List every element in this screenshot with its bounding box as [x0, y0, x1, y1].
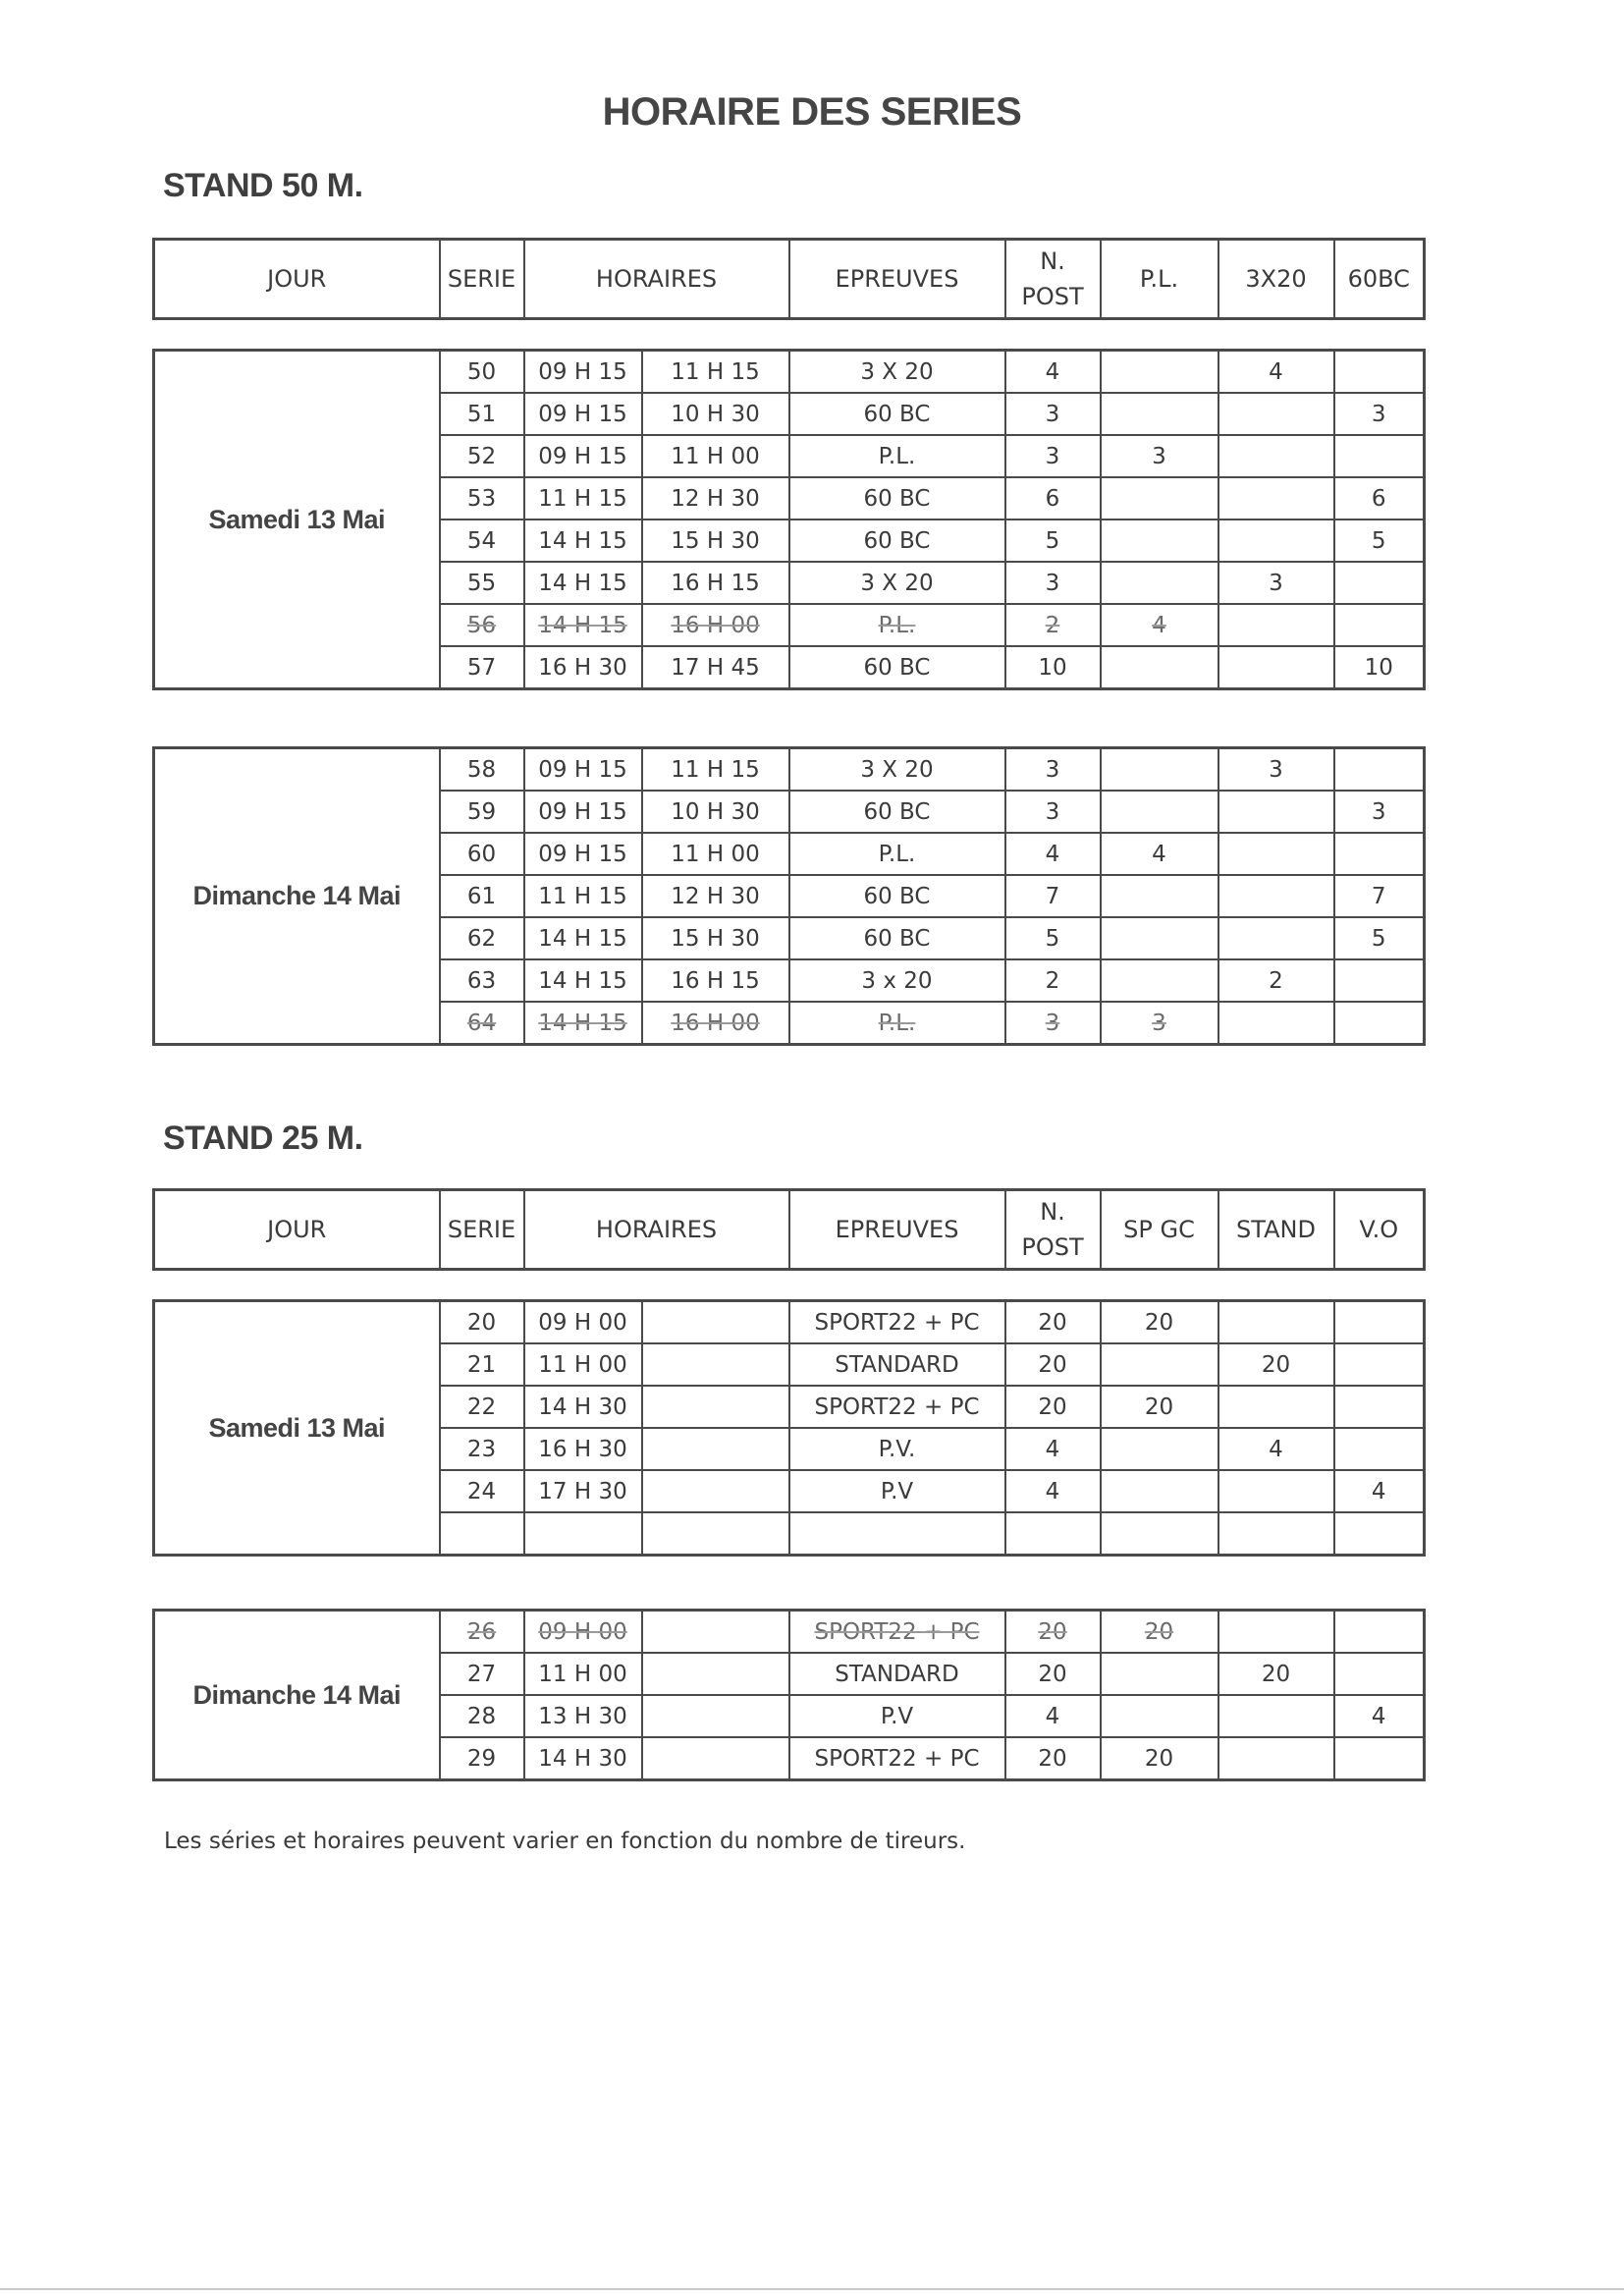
count-col3-cell [1334, 1343, 1425, 1386]
day-label: Dimanche 14 Mai [154, 1611, 440, 1780]
n-post-cell: 2 [1005, 959, 1101, 1002]
n-post-cell: 3 [1005, 435, 1101, 477]
header-n-post [1005, 240, 1101, 319]
epreuve-cell: 60 BC [789, 646, 1005, 689]
count-col2-cell [1218, 1386, 1334, 1428]
n-post-cell: 2 [1005, 604, 1101, 646]
start-time-cell: 13 H 30 [524, 1695, 642, 1737]
count-col3-cell [1334, 959, 1425, 1002]
serie-cell: 24 [440, 1470, 524, 1512]
end-time-cell [642, 1653, 789, 1695]
serie-cell: 26 [440, 1611, 524, 1654]
count-col1-cell [1101, 562, 1218, 604]
epreuve-cell: 60 BC [789, 393, 1005, 435]
start-time-cell: 14 H 15 [524, 959, 642, 1002]
count-col2-cell [1218, 604, 1334, 646]
count-col3-cell [1334, 1611, 1425, 1654]
end-time-cell: 10 H 30 [642, 393, 789, 435]
end-time-cell [642, 1470, 789, 1512]
serie-cell: 61 [440, 875, 524, 917]
n-post-cell: 5 [1005, 519, 1101, 562]
end-time-cell: 15 H 30 [642, 917, 789, 959]
count-col1-cell [1101, 917, 1218, 959]
count-col2-cell [1218, 1695, 1334, 1737]
serie-cell: 53 [440, 477, 524, 519]
end-time-cell: 11 H 15 [642, 748, 789, 792]
end-time-cell: 12 H 30 [642, 875, 789, 917]
count-col3-cell [1334, 1653, 1425, 1695]
epreuve-cell: SPORT22 + PC [789, 1386, 1005, 1428]
count-col1-cell [1101, 393, 1218, 435]
count-col3-cell: 4 [1334, 1695, 1425, 1737]
epreuve-cell: 3 X 20 [789, 351, 1005, 394]
start-time-cell: 09 H 15 [524, 393, 642, 435]
epreuve-cell: 60 BC [789, 477, 1005, 519]
epreuve-cell: SPORT22 + PC [789, 1301, 1005, 1344]
start-time-cell: 09 H 00 [524, 1611, 642, 1654]
count-col2-cell [1218, 1301, 1334, 1344]
start-time-cell: 11 H 00 [524, 1653, 642, 1695]
start-time-cell: 16 H 30 [524, 646, 642, 689]
serie-cell: 23 [440, 1428, 524, 1470]
count-col2-cell: 3 [1218, 562, 1334, 604]
count-col1-cell [1101, 351, 1218, 394]
epreuve-cell: 60 BC [789, 917, 1005, 959]
start-time-cell: 14 H 15 [524, 562, 642, 604]
n-post-cell: 3 [1005, 562, 1101, 604]
count-col2-cell: 20 [1218, 1653, 1334, 1695]
count-col1-cell [1101, 519, 1218, 562]
header-horaires: HORAIRES [524, 240, 789, 319]
serie-cell: 51 [440, 393, 524, 435]
count-col3-cell: 6 [1334, 477, 1425, 519]
epreuve-cell: 60 BC [789, 791, 1005, 833]
serie-cell: 21 [440, 1343, 524, 1386]
n-post-cell: 4 [1005, 1695, 1101, 1737]
stand-50-header-table [152, 238, 1426, 320]
header-serie: SERIE [440, 1190, 524, 1270]
epreuve-cell: 3 X 20 [789, 562, 1005, 604]
count-col2-cell [1218, 917, 1334, 959]
serie-cell: 27 [440, 1653, 524, 1695]
start-time-cell: 11 H 15 [524, 875, 642, 917]
n-post-cell: 4 [1005, 1470, 1101, 1512]
end-time-cell: 16 H 15 [642, 959, 789, 1002]
count-col3-cell [1334, 1002, 1425, 1045]
day-label: Samedi 13 Mai [154, 351, 440, 689]
epreuve-cell: 3 x 20 [789, 959, 1005, 1002]
start-time-cell: 14 H 15 [524, 519, 642, 562]
count-col3-cell: 7 [1334, 875, 1425, 917]
end-time-cell: 12 H 30 [642, 477, 789, 519]
count-col1-cell: 20 [1101, 1737, 1218, 1780]
serie-cell: 63 [440, 959, 524, 1002]
epreuve-cell: 3 X 20 [789, 748, 1005, 792]
serie-cell: 22 [440, 1386, 524, 1428]
n-post-cell: 20 [1005, 1737, 1101, 1780]
serie-cell: 64 [440, 1002, 524, 1045]
footnote: Les séries et horaires peuvent varier en fonction du nombre de tireurs. [164, 1829, 966, 1854]
header-n: N. [1040, 1198, 1065, 1226]
count-col3-cell [1334, 1386, 1425, 1428]
serie-cell: 57 [440, 646, 524, 689]
header-stand: STAND [1218, 1190, 1334, 1270]
count-col1-cell [1101, 1470, 1218, 1512]
count-col3-cell: 5 [1334, 917, 1425, 959]
start-time-cell: 16 H 30 [524, 1428, 642, 1470]
count-col3-cell [1334, 1737, 1425, 1780]
count-col1-cell: 20 [1101, 1611, 1218, 1654]
count-col3-cell: 10 [1334, 646, 1425, 689]
page-title: HORAIRE DES SERIES [602, 90, 1022, 134]
n-post-cell [1005, 1512, 1101, 1556]
epreuve-cell: P.L. [789, 435, 1005, 477]
serie-cell: 59 [440, 791, 524, 833]
n-post-cell: 3 [1005, 791, 1101, 833]
count-col2-cell [1218, 646, 1334, 689]
n-post-cell: 3 [1005, 393, 1101, 435]
n-post-cell: 3 [1005, 1002, 1101, 1045]
start-time-cell: 09 H 15 [524, 748, 642, 792]
count-col3-cell [1334, 1301, 1425, 1344]
header-epreuves: EPREUVES [789, 1190, 1005, 1270]
end-time-cell [642, 1737, 789, 1780]
count-col1-cell [1101, 959, 1218, 1002]
day-label: Dimanche 14 Mai [154, 748, 440, 1045]
epreuve-cell: SPORT22 + PC [789, 1737, 1005, 1780]
n-post-cell: 6 [1005, 477, 1101, 519]
count-col1-cell [1101, 1512, 1218, 1556]
n-post-cell: 5 [1005, 917, 1101, 959]
count-col1-cell [1101, 875, 1218, 917]
stand-50-dimanche-table [152, 746, 1426, 1046]
start-time-cell: 09 H 00 [524, 1301, 642, 1344]
start-time-cell: 11 H 15 [524, 477, 642, 519]
serie-cell: 50 [440, 351, 524, 394]
start-time-cell: 14 H 30 [524, 1386, 642, 1428]
count-col3-cell: 4 [1334, 1470, 1425, 1512]
count-col3-cell [1334, 562, 1425, 604]
count-col2-cell [1218, 1611, 1334, 1654]
count-col1-cell [1101, 1343, 1218, 1386]
count-col1-cell [1101, 1428, 1218, 1470]
count-col3-cell [1334, 748, 1425, 792]
count-col2-cell [1218, 435, 1334, 477]
epreuve-cell: P.L. [789, 604, 1005, 646]
epreuve-cell: P.L. [789, 833, 1005, 875]
serie-cell: 60 [440, 833, 524, 875]
count-col2-cell [1218, 833, 1334, 875]
count-col2-cell [1218, 791, 1334, 833]
epreuve-cell: STANDARD [789, 1343, 1005, 1386]
end-time-cell: 11 H 00 [642, 833, 789, 875]
count-col3-cell: 3 [1334, 791, 1425, 833]
n-post-cell: 20 [1005, 1343, 1101, 1386]
day-label: Samedi 13 Mai [154, 1301, 440, 1556]
header-epreuves: EPREUVES [789, 240, 1005, 319]
count-col2-cell [1218, 1512, 1334, 1556]
header-jour: JOUR [154, 240, 440, 319]
count-col3-cell [1334, 1428, 1425, 1470]
end-time-cell [642, 1695, 789, 1737]
n-post-cell: 20 [1005, 1611, 1101, 1654]
count-col3-cell: 3 [1334, 393, 1425, 435]
count-col2-cell: 20 [1218, 1343, 1334, 1386]
serie-cell: 62 [440, 917, 524, 959]
end-time-cell: 11 H 15 [642, 351, 789, 394]
start-time-cell [524, 1512, 642, 1556]
count-col3-cell: 5 [1334, 519, 1425, 562]
count-col2-cell [1218, 1737, 1334, 1780]
end-time-cell [642, 1611, 789, 1654]
table-row [154, 1611, 1425, 1654]
n-post-cell: 4 [1005, 351, 1101, 394]
n-post-cell: 4 [1005, 833, 1101, 875]
start-time-cell: 14 H 15 [524, 604, 642, 646]
header-n: N. [1040, 247, 1065, 275]
start-time-cell: 17 H 30 [524, 1470, 642, 1512]
n-post-cell: 20 [1005, 1386, 1101, 1428]
serie-cell: 55 [440, 562, 524, 604]
count-col1-cell: 3 [1101, 435, 1218, 477]
end-time-cell: 16 H 00 [642, 1002, 789, 1045]
epreuve-cell [789, 1512, 1005, 1556]
table-row [154, 351, 1425, 394]
start-time-cell: 14 H 15 [524, 1002, 642, 1045]
epreuve-cell: SPORT22 + PC [789, 1611, 1005, 1654]
n-post-cell: 7 [1005, 875, 1101, 917]
serie-cell: 54 [440, 519, 524, 562]
end-time-cell: 17 H 45 [642, 646, 789, 689]
count-col2-cell: 4 [1218, 351, 1334, 394]
count-col2-cell [1218, 519, 1334, 562]
serie-cell [440, 1512, 524, 1556]
table-row [154, 748, 1425, 792]
count-col1-cell: 20 [1101, 1301, 1218, 1344]
count-col1-cell [1101, 477, 1218, 519]
epreuve-cell: STANDARD [789, 1653, 1005, 1695]
count-col1-cell: 4 [1101, 833, 1218, 875]
header-pl: P.L. [1101, 240, 1218, 319]
count-col2-cell [1218, 1002, 1334, 1045]
count-col1-cell [1101, 646, 1218, 689]
start-time-cell: 09 H 15 [524, 435, 642, 477]
stand-50-title: STAND 50 M. [163, 167, 363, 204]
count-col3-cell [1334, 1512, 1425, 1556]
end-time-cell: 15 H 30 [642, 519, 789, 562]
end-time-cell: 10 H 30 [642, 791, 789, 833]
end-time-cell [642, 1512, 789, 1556]
start-time-cell: 14 H 30 [524, 1737, 642, 1780]
count-col2-cell: 4 [1218, 1428, 1334, 1470]
end-time-cell [642, 1301, 789, 1344]
epreuve-cell: P.V [789, 1470, 1005, 1512]
header-vo: V.O [1334, 1190, 1425, 1270]
header-serie: SERIE [440, 240, 524, 319]
end-time-cell [642, 1386, 789, 1428]
serie-cell: 28 [440, 1695, 524, 1737]
header-n-post [1005, 1190, 1101, 1270]
end-time-cell: 16 H 15 [642, 562, 789, 604]
epreuve-cell: P.V. [789, 1428, 1005, 1470]
end-time-cell [642, 1428, 789, 1470]
epreuve-cell: P.L. [789, 1002, 1005, 1045]
start-time-cell: 09 H 15 [524, 351, 642, 394]
header-sp-gc: SP GC [1101, 1190, 1218, 1270]
serie-cell: 56 [440, 604, 524, 646]
start-time-cell: 09 H 15 [524, 791, 642, 833]
epreuve-cell: 60 BC [789, 875, 1005, 917]
stand-50-samedi-table [152, 349, 1426, 690]
count-col2-cell [1218, 875, 1334, 917]
count-col1-cell: 3 [1101, 1002, 1218, 1045]
header-jour: JOUR [154, 1190, 440, 1270]
header-3x20: 3X20 [1218, 240, 1334, 319]
header-horaires: HORAIRES [524, 1190, 789, 1270]
count-col1-cell: 4 [1101, 604, 1218, 646]
count-col3-cell [1334, 833, 1425, 875]
header-post: POST [1021, 1233, 1084, 1261]
count-col3-cell [1334, 435, 1425, 477]
header-post: POST [1021, 283, 1084, 310]
count-col1-cell [1101, 1695, 1218, 1737]
n-post-cell: 20 [1005, 1301, 1101, 1344]
serie-cell: 29 [440, 1737, 524, 1780]
count-col3-cell [1334, 351, 1425, 394]
serie-cell: 58 [440, 748, 524, 792]
stand-25-samedi-table [152, 1299, 1426, 1557]
stand-25-header-table [152, 1188, 1426, 1271]
n-post-cell: 20 [1005, 1653, 1101, 1695]
count-col2-cell [1218, 477, 1334, 519]
end-time-cell: 11 H 00 [642, 435, 789, 477]
count-col2-cell [1218, 1470, 1334, 1512]
count-col2-cell: 3 [1218, 748, 1334, 792]
count-col2-cell [1218, 393, 1334, 435]
count-col1-cell [1101, 748, 1218, 792]
end-time-cell: 16 H 00 [642, 604, 789, 646]
n-post-cell: 10 [1005, 646, 1101, 689]
end-time-cell [642, 1343, 789, 1386]
n-post-cell: 3 [1005, 748, 1101, 792]
n-post-cell: 4 [1005, 1428, 1101, 1470]
count-col3-cell [1334, 604, 1425, 646]
stand-25-title: STAND 25 M. [163, 1120, 363, 1157]
header-60bc: 60BC [1334, 240, 1425, 319]
serie-cell: 20 [440, 1301, 524, 1344]
count-col1-cell [1101, 1653, 1218, 1695]
count-col2-cell: 2 [1218, 959, 1334, 1002]
start-time-cell: 09 H 15 [524, 833, 642, 875]
serie-cell: 52 [440, 435, 524, 477]
table-row [154, 1301, 1425, 1344]
page-edge-line [0, 2288, 1624, 2290]
count-col1-cell [1101, 791, 1218, 833]
epreuve-cell: 60 BC [789, 519, 1005, 562]
stand-25-dimanche-table [152, 1609, 1426, 1781]
start-time-cell: 14 H 15 [524, 917, 642, 959]
count-col1-cell: 20 [1101, 1386, 1218, 1428]
epreuve-cell: P.V [789, 1695, 1005, 1737]
start-time-cell: 11 H 00 [524, 1343, 642, 1386]
